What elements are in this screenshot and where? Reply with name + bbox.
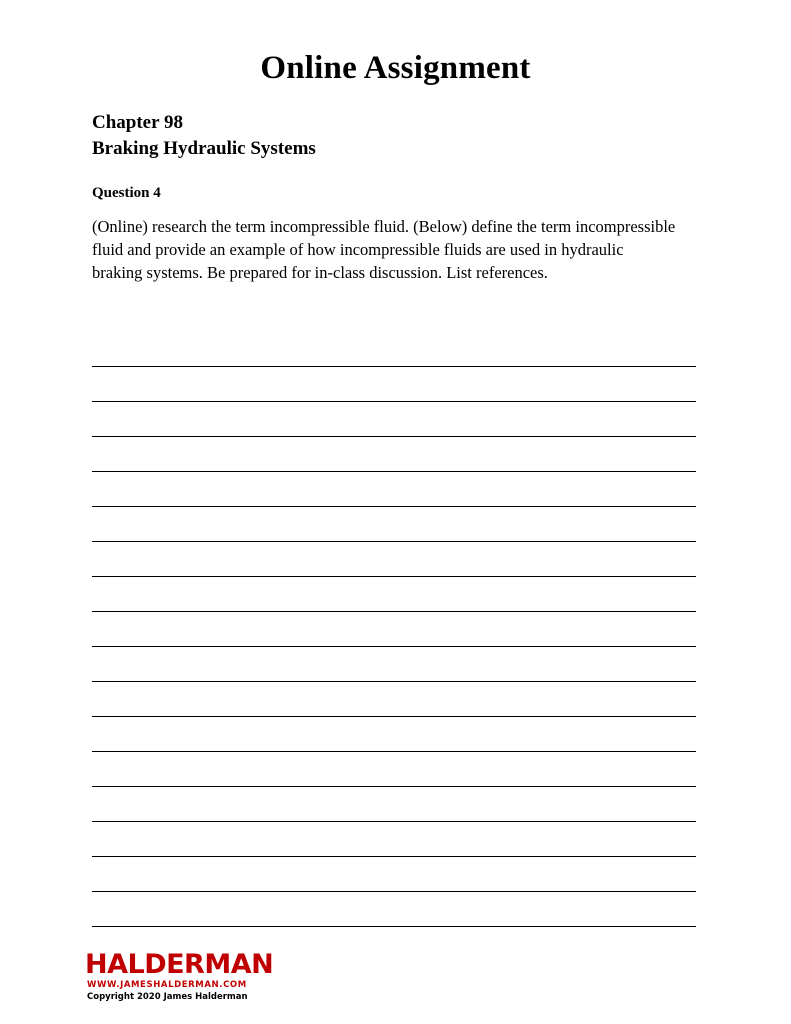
answer-line[interactable] (92, 892, 696, 927)
answer-line[interactable] (92, 682, 696, 717)
answer-line[interactable] (92, 472, 696, 507)
halderman-logo: HALDERMAN (85, 949, 274, 980)
chapter-number: Chapter 98 (92, 112, 183, 133)
answer-line[interactable] (92, 612, 696, 647)
answer-line[interactable] (92, 787, 696, 822)
answer-line[interactable] (92, 402, 696, 437)
answer-line[interactable] (92, 752, 696, 787)
brand-website: WWW.JAMESHALDERMAN.COM (87, 980, 247, 990)
chapter-heading (92, 110, 712, 162)
answer-line[interactable] (92, 507, 696, 542)
answer-line[interactable] (92, 577, 696, 612)
copyright-notice: Copyright 2020 James Halderman (87, 992, 248, 1002)
footer (85, 951, 485, 1002)
answer-line[interactable] (92, 822, 696, 857)
answer-line[interactable] (92, 647, 696, 682)
question-label: Question 4 (92, 185, 161, 201)
page-title: Online Assignment (260, 50, 531, 86)
answer-line[interactable] (92, 542, 696, 577)
question-prompt: (Online) research the term incompressible fluid. (Below) define the term incompressible fluid and provide an example of how incompressible fluids are used in hydraulic braking systems. Be prepared for in-class discussion. List references. (92, 217, 676, 282)
answer-line[interactable] (92, 332, 696, 367)
answer-lines[interactable] (92, 332, 696, 927)
answer-line[interactable] (92, 717, 696, 752)
answer-line[interactable] (92, 367, 696, 402)
answer-line[interactable] (92, 437, 696, 472)
answer-line[interactable] (92, 857, 696, 892)
chapter-title: Braking Hydraulic Systems (92, 138, 316, 159)
